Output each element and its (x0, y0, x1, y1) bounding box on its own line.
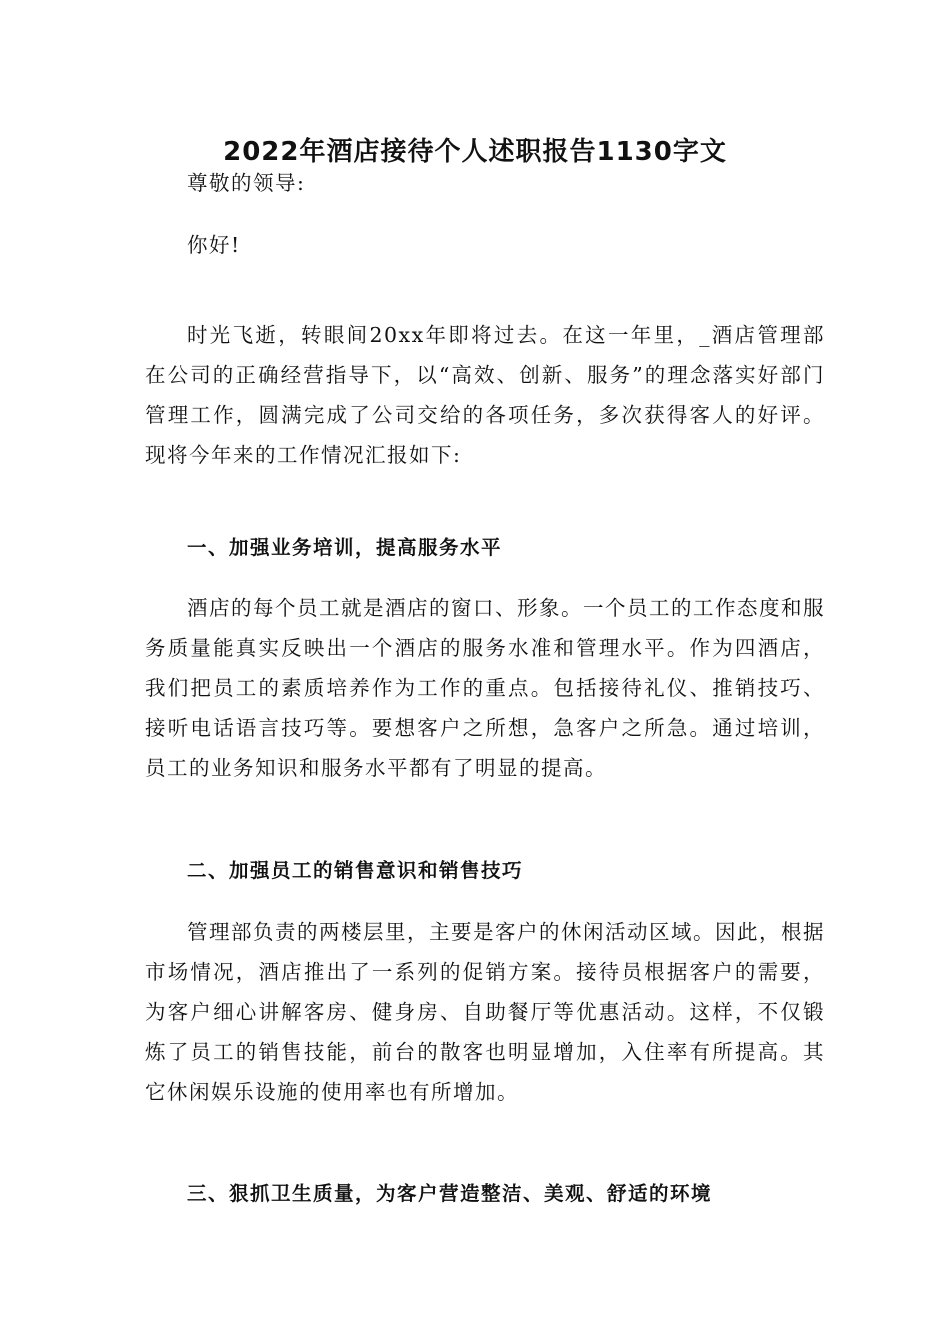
section-2-heading (145, 851, 825, 891)
section-1-heading (145, 528, 825, 568)
salutation (145, 163, 825, 203)
section-3-heading (145, 1174, 825, 1214)
section-2-body-text: 管理部负责的两楼层里，主要是客户的休闲活动区域。因此，根据市场情况，酒店推出了一系列的促销方案。接待员根据客户的需要，为客户细心讲解客房、健身房、自助餐厅等优惠活动。这样，不仅锻炼了员工的销售技能，前台的散客也明显增加，入住率有所提高。其它休闲娱乐设施的使用率也有所增加。 (145, 920, 825, 1104)
intro-text: 时光飞逝，转眼间20xx年即将过去。在这一年里，_酒店管理部在公司的正确经营指导下，以“高效、创新、服务”的理念落实好部门管理工作，圆满完成了公司交给的各项任务，多次获得客人的好评。现将今年来的工作情况汇报如下: (145, 323, 825, 467)
section-1-heading-text: 一、加强业务培训，提高服务水平 (187, 536, 503, 559)
document-title: 2022年酒店接待个人述职报告1130字文 (223, 137, 727, 167)
salutation-text: 尊敬的领导: (187, 171, 306, 195)
intro-paragraph (145, 315, 825, 475)
section-1-body-text: 酒店的每个员工就是酒店的窗口、形象。一个员工的工作态度和服务质量能真实反映出一个酒店的服务水准和管理水平。作为四酒店，我们把员工的素质培养作为工作的重点。包括接待礼仪、推销技巧、接听电话语言技巧等。要想客户之所想，急客户之所急。通过培训，员工的业务知识和服务水平都有了明显的提高。 (145, 596, 825, 780)
section-1-paragraph (145, 588, 825, 788)
section-3-heading-text: 三、狠抓卫生质量，为客户营造整洁、美观、舒适的环境 (187, 1182, 713, 1205)
section-2-paragraph (145, 912, 825, 1112)
section-2-heading-text: 二、加强员工的销售意识和销售技巧 (187, 859, 524, 882)
greeting (145, 225, 825, 265)
greeting-text: 你好! (187, 233, 241, 257)
